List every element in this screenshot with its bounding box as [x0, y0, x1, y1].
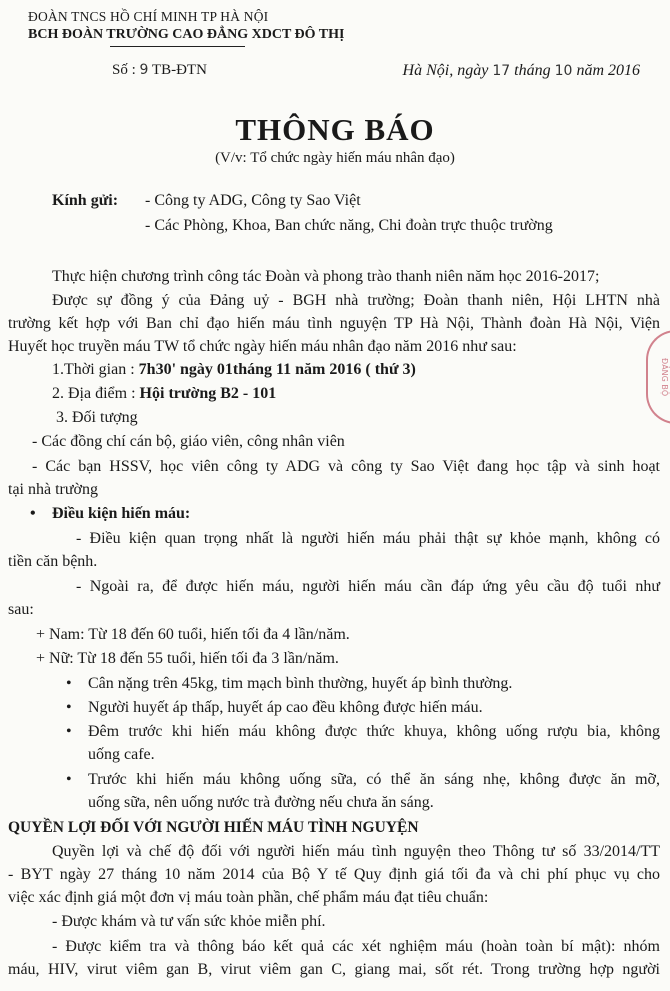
rights-paragraph-line-2: - BYT ngày 27 tháng 10 năm 2014 của Bộ Y tế Quy định giá tối đa và chi phí phục vụ cho [8, 866, 660, 883]
right-2-line-1: - Được kiểm tra và thông báo kết quả các xét nghiệm máu (hoàn toàn bí mật): nhóm [52, 938, 660, 955]
condition-bullet-3-line-1: • Đêm trước khi hiến máu không được thức khuya, không uống rượu bia, không [66, 723, 660, 740]
condition-bullet-4-line-1: • Trước khi hiến máu không uống sữa, có thể ăn sáng nhẹ, không được ăn mỡ, [66, 771, 660, 788]
condition-bullet-4-line-2: uống sữa, nên uống nước trà đường nếu chưa ăn sáng. [88, 794, 434, 811]
condition-bullet-3-line-2: uống cafe. [88, 746, 155, 763]
condition-bullet-2: • Người huyết áp thấp, huyết áp cao đều không được hiến máu. [66, 699, 483, 716]
date-line: Hà Nội, ngày 17 tháng 10 năm 2016 [402, 62, 640, 79]
male-age-requirement: + Nam: Từ 18 đến 60 tuổi, hiến tối đa 4 lần/năm. [36, 626, 350, 643]
document-number: Số : 9 TB-ĐTN [112, 62, 207, 78]
target-label: 3. Đối tượng [56, 409, 138, 426]
condition-2-line-1: - Ngoài ra, để được hiến máu, người hiến máu cần đáp ứng yêu cầu độ tuổi như [76, 578, 660, 595]
handwritten-day: 17 [492, 63, 511, 79]
bullet-icon: • [66, 771, 72, 788]
place-line: 2. Địa điểm : Hội trường B2 - 101 [52, 385, 277, 402]
condition-1-line-2: tiền căn bệnh. [8, 553, 98, 570]
org-line-1: ĐOÀN TNCS HỒ CHÍ MINH TP HÀ NỘI [28, 9, 269, 24]
time-value: 7h30' ngày 01tháng 11 năm 2016 ( thứ 3) [138, 361, 416, 378]
condition-1-line-1: - Điều kiện quan trọng nhất là người hiến máu phải thật sự khỏe mạnh, không có [76, 530, 660, 547]
recipient-1: - Công ty ADG, Công ty Sao Việt [145, 192, 361, 209]
official-stamp: ĐẢNG BỘ [646, 330, 670, 424]
org-line-2: BCH ĐOÀN TRƯỜNG CAO ĐẲNG XDCT ĐÔ THỊ [28, 27, 345, 42]
target-2-line-2: tại nhà trường [8, 481, 98, 498]
condition-bullet-1: • Cân nặng trên 45kg, tim mạch bình thường, huyết áp bình thường. [66, 675, 513, 692]
time-line: 1.Thời gian : 7h30' ngày 01tháng 11 năm 2016 ( thứ 3) [52, 361, 416, 378]
recipients-label: Kính gửi: [52, 192, 119, 209]
right-2-line-2: máu, HIV, virut viêm gan B, virut viêm gan C, giang mai, sốt rét. Trong trường hợp người [8, 961, 660, 978]
page-subtitle: (V/v: Tổ chức ngày hiến máu nhân đạo) [215, 150, 455, 166]
bullet-icon: • [66, 675, 72, 692]
org-underline [110, 46, 245, 47]
conditions-heading: • Điều kiện hiến máu: [30, 505, 191, 522]
bullet-icon: • [66, 723, 72, 740]
place-value: Hội trường B2 - 101 [139, 385, 277, 402]
rights-heading: QUYỀN LỢI ĐỐI VỚI NGƯỜI HIẾN MÁU TÌNH NGUYỆN [8, 819, 419, 836]
rights-paragraph-line-3: việc xác định giá một đơn vị máu toàn phần, chế phẩm máu đạt tiêu chuẩn: [8, 889, 489, 906]
bullet-icon: • [30, 505, 36, 522]
handwritten-number: 9 [139, 62, 149, 78]
intro-paragraph-2-line-3: Huyết học truyền máu TW tổ chức ngày hiến máu nhân đạo năm 2016 như sau: [8, 338, 517, 355]
intro-paragraph-2-line-2: trường kết hợp với Ban chỉ đạo hiến máu tình nguyện TP Hà Nội, Thành đoàn Hà Nội, Viện [8, 315, 660, 332]
target-1: - Các đồng chí cán bộ, giáo viên, công nhân viên [32, 433, 345, 450]
right-1: - Được khám và tư vấn sức khỏe miễn phí. [52, 913, 326, 930]
rights-paragraph-line-1: Quyền lợi và chế độ đối với người hiến máu tình nguyện theo Thông tư số 33/2014/TT [52, 843, 660, 860]
bullet-icon: • [66, 699, 72, 716]
page-title: THÔNG BÁO [235, 112, 435, 147]
female-age-requirement: + Nữ: Từ 18 đến 55 tuổi, hiến tối đa 3 lần/năm. [36, 650, 339, 667]
intro-paragraph-1: Thực hiện chương trình công tác Đoàn và phong trào thanh niên năm học 2016-2017; [52, 268, 600, 285]
condition-2-line-2: sau: [8, 601, 34, 618]
handwritten-month: 10 [554, 63, 573, 79]
target-2-line-1: - Các bạn HSSV, học viên công ty ADG và công ty Sao Việt đang học tập và sinh hoạt [32, 458, 660, 475]
recipient-2: - Các Phòng, Khoa, Ban chức năng, Chi đoàn trực thuộc trường [145, 217, 553, 234]
intro-paragraph-2-line-1: Được sự đồng ý của Đảng uỷ - BGH nhà trường; Đoàn thanh niên, Hội LHTN nhà [52, 292, 660, 309]
